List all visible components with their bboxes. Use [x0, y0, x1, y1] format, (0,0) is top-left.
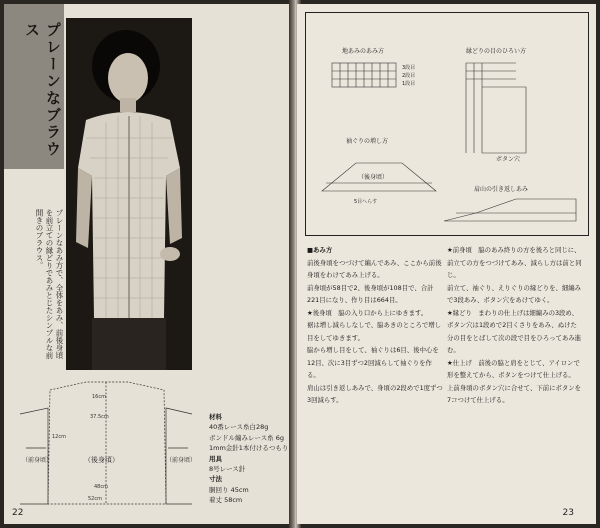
increase-title: 袖ぐりの増し方: [346, 138, 389, 145]
right-page: [297, 4, 596, 524]
buttonhole-title: ボタン穴: [496, 156, 521, 163]
dim-label: 52cm: [88, 496, 102, 502]
blouse-description: プレーンなあみ方で、全体をあみ、前後身頃を前立ての縁どりであみとじたシンプルな前開きのブラウス。: [35, 209, 64, 359]
page-number-right: 23: [562, 508, 574, 518]
front-left-label: （前身頃）: [22, 457, 53, 464]
dim-label: 12cm: [52, 434, 66, 440]
material-heading: 材料: [209, 413, 222, 421]
decrease-note: 5目へらす: [354, 199, 378, 205]
row-label: 1段目: [402, 81, 416, 87]
material-line: 1mm金針1本付けるつもり: [209, 444, 289, 453]
page-title: プレーンなブラウス: [23, 22, 62, 158]
dim-label: 16cm: [92, 394, 106, 400]
tools-heading: 用具: [209, 454, 222, 463]
instructions-column-1: [307, 244, 443, 407]
instruction-paragraph: 裾は増し減らしなしで、脇あきのところで増し目をしてゆきます。: [307, 321, 442, 342]
shoulder-title: 肩山の引き返しあみ: [474, 186, 529, 193]
size-line: 着丈 58cm: [209, 496, 243, 505]
left-page: [4, 4, 293, 524]
instruction-paragraph: ★縁どり まわりの仕上げは細編みの3段め、ボタン穴は1段めで2目くさりをあみ、ぬけた分の目をとばして次の段で目をひろってあみ進む。: [447, 308, 582, 354]
instructions-column-2: [447, 244, 583, 407]
back-label-diagram: （後身頃）: [358, 174, 389, 181]
back-label: （後身頃）: [84, 456, 119, 464]
material-line: 40番レース糸白28g: [209, 423, 269, 432]
instruction-paragraph: 前後身頃をつづけて編んであみ、ここから前後身頃をわけてあみ上げる。: [307, 258, 442, 279]
instruction-paragraph: 前身頃が58目で2、後身頃が108目で、合計221目になり、作り目は664目。: [307, 283, 434, 304]
stitch-diagrams: [306, 13, 588, 235]
dim-label: 37.5cm: [90, 414, 109, 420]
front-right-label: （前身頃）: [166, 457, 196, 464]
model-photo-illustration: [66, 18, 192, 370]
instructions-heading: ■あみ方: [307, 246, 333, 254]
row-label: 2段目: [402, 73, 416, 79]
size-heading: 寸法: [209, 475, 222, 484]
size-line: 胴回り 45cm: [209, 485, 249, 494]
instruction-paragraph: ★後身頃 脇の入り口から上にゆきます。: [307, 308, 428, 317]
instruction-paragraph: 上前身頃のボタン穴に合せて、下前にボタンを7コつけて仕上げる。: [447, 383, 582, 404]
instruction-paragraph: 脇から増し目をして、袖ぐりは6目、後中心を12目、次に3目ずつ2回減らして袖ぐりを作る。: [307, 346, 439, 379]
edging-title: 縁どりの目のひろい方: [466, 48, 527, 55]
pattern-title: 地あみのあみ方: [342, 48, 385, 55]
model-photo: [66, 18, 192, 370]
stitch-diagram-box: [305, 12, 589, 236]
row-label: 3段目: [402, 65, 416, 71]
dim-label: 48cm: [94, 484, 108, 490]
page-number-left: 22: [12, 508, 24, 518]
instruction-paragraph: 前立て、袖ぐり、えりぐりの縁どりを、細編みで3段あみ、ボタン穴をあけてゆく。: [447, 283, 582, 304]
specs-list: [209, 412, 291, 506]
instruction-paragraph: ★前身頃 脇のあみ終りの方を後ろと同じに、前立ての方をつづけてあみ、減らし方は前と同じ。: [447, 246, 582, 279]
instruction-paragraph: ★仕上げ 前後の脇と肩をとじて、アイロンで形を整えてから、ボタンをつけて仕上げる。: [447, 358, 580, 379]
instruction-paragraph: 肩山は引き返しあみで、身頃の2段めで1度ずつ3回減らす。: [307, 383, 443, 404]
material-line: ボンドル編みレース糸 6g: [209, 433, 285, 442]
pattern-diagram: [16, 378, 196, 510]
tools-line: 8号レース針: [209, 465, 246, 474]
